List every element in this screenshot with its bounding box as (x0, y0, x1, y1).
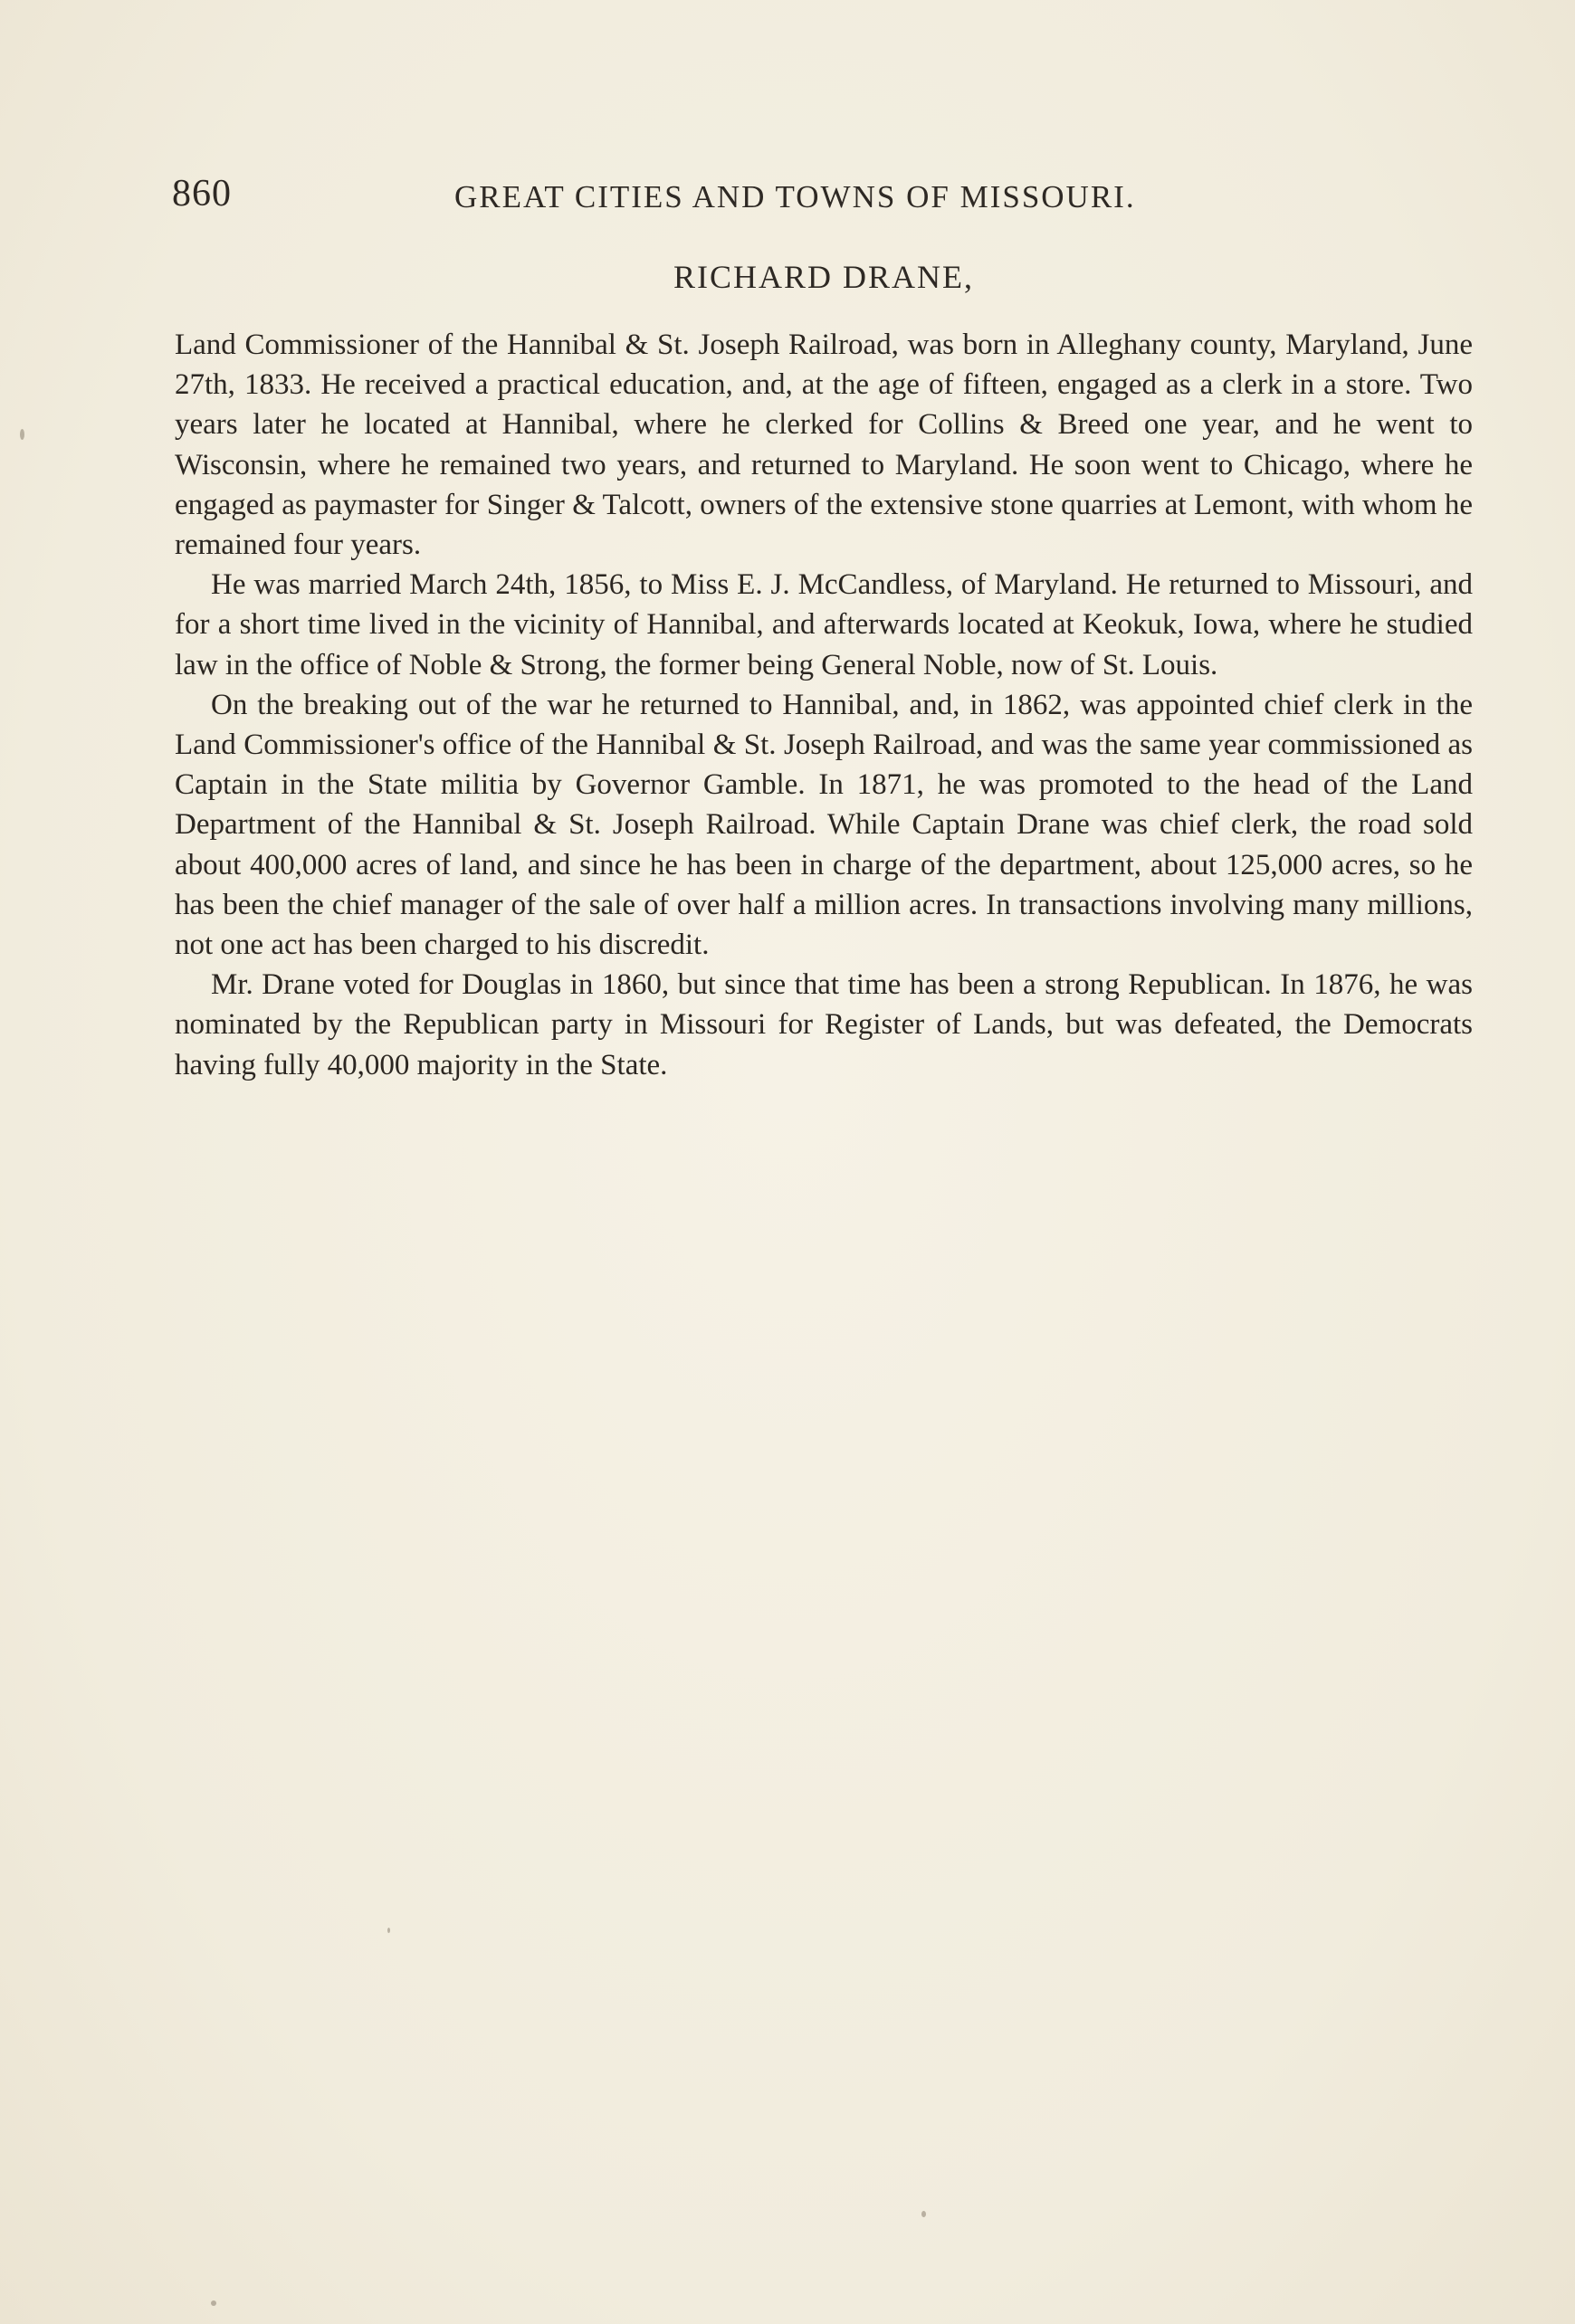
article-body (175, 325, 1473, 1085)
running-head (172, 172, 1475, 226)
article-heading: RICHARD DRANE, (673, 259, 974, 295)
paragraph-4: Mr. Drane voted for Douglas in 1860, but since that time has been a strong Republican. In 1876, he was nominated by the Republican party in Missouri for Register of Lands, but was defeated, the Democrats having fully 40,000 majority in the State. (175, 968, 1473, 1081)
paragraph-2: He was married March 24th, 1856, to Miss E. J. McCandless, of Maryland. He returned to Missouri, and for a short time lived in the vicinity of Hannibal, and afterwards located at Keokuk, Iowa, where he studied law in the office of Noble & Strong, the former being General Noble, now of St. Louis. (175, 568, 1473, 681)
paragraph-1: Land Commissioner of the Hannibal & St. Joseph Railroad, was born in Alleghany county, Maryland, June 27th, 1833. He received a practical education, and, at the age of fifteen, engaged as a clerk in a store. Two years later he located at Hannibal, where he clerked for Collins & Breed one year, and he went to Wisconsin, where he remained two years, and returned to Maryland. He soon went to Chicago, where he engaged as paymaster for Singer & Talcott, owners of the extensive stone quarries at Lemont, with whom he remained four years. (175, 329, 1473, 562)
paragraph-3: On the breaking out of the war he returned to Hannibal, and, in 1862, was appointed chief clerk in the Land Commissioner's office of the Hannibal & St. Joseph Railroad, and was the same year commissioned as Captain in the State militia by Governor Gamble. In 1871, he was promoted to the head of the Land Department of the Hannibal & St. Joseph Railroad. While Captain Drane was chief clerk, the road sold about 400,000 acres of land, and since he has been in charge of the department, about 125,000 acres, so he has been the chief manager of the sale of over half a million acres. In transactions involving many millions, not one act has been charged to his discredit. (175, 688, 1473, 962)
book-title: GREAT CITIES AND TOWNS OF MISSOURI. (454, 179, 1136, 214)
paper-speck (921, 2211, 926, 2217)
paper-speck (387, 1928, 390, 1933)
paper-speck (211, 2300, 216, 2306)
page-number: 860 (172, 173, 232, 214)
paper-speck (20, 429, 24, 440)
